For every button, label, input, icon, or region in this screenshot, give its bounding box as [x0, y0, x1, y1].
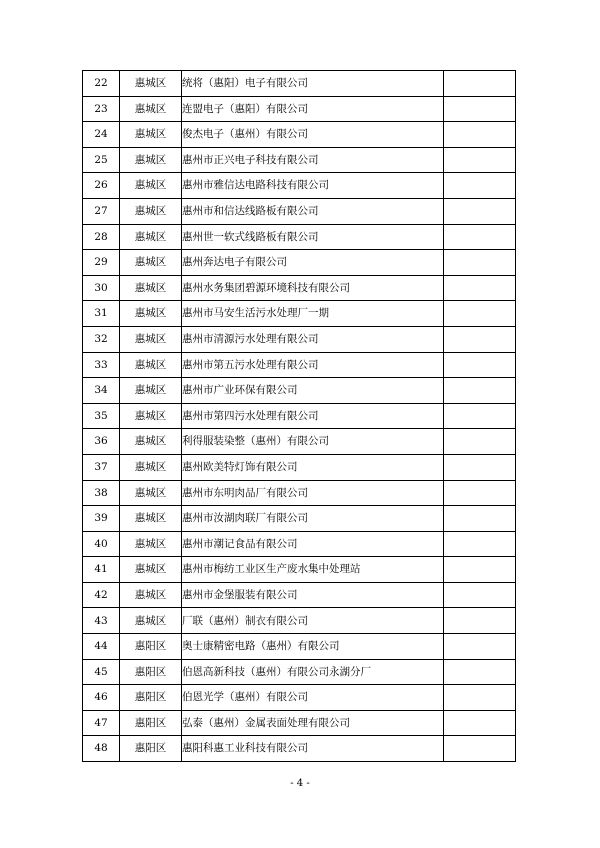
company-table-body	[83, 71, 516, 762]
extra-cell	[444, 634, 516, 660]
company-name-cell: 惠州市广业环保有限公司	[182, 378, 444, 404]
row-number: 25	[83, 147, 120, 173]
district-cell: 惠阳区	[120, 736, 182, 762]
row-number: 27	[83, 198, 120, 224]
row-number: 22	[83, 71, 120, 97]
company-name-cell: 惠州市和信达线路板有限公司	[182, 198, 444, 224]
row-number: 28	[83, 224, 120, 250]
extra-cell	[444, 429, 516, 455]
district-cell: 惠城区	[120, 173, 182, 199]
company-name-cell: 惠州市马安生活污水处理厂一期	[182, 301, 444, 327]
company-name-cell: 惠州世一软式线路板有限公司	[182, 224, 444, 250]
extra-cell	[444, 147, 516, 173]
company-name-cell: 惠阳科惠工业科技有限公司	[182, 736, 444, 762]
table-row	[83, 147, 516, 173]
company-name-cell: 厂联（惠州）制衣有限公司	[182, 608, 444, 634]
district-cell: 惠城区	[120, 96, 182, 122]
row-number: 24	[83, 122, 120, 148]
extra-cell	[444, 301, 516, 327]
table-row	[83, 480, 516, 506]
district-cell: 惠城区	[120, 275, 182, 301]
table-row	[83, 173, 516, 199]
table-row	[83, 224, 516, 250]
extra-cell	[444, 506, 516, 532]
row-number: 29	[83, 250, 120, 276]
table-row	[83, 198, 516, 224]
company-name-cell: 惠州水务集团碧源环境科技有限公司	[182, 275, 444, 301]
table-row	[83, 506, 516, 532]
row-number: 33	[83, 352, 120, 378]
district-cell: 惠城区	[120, 378, 182, 404]
company-name-cell: 奥士康精密电路（惠州）有限公司	[182, 634, 444, 660]
company-name-cell: 连盟电子（惠阳）有限公司	[182, 96, 444, 122]
company-name-cell: 惠州市潮记食品有限公司	[182, 531, 444, 557]
table-row	[83, 736, 516, 762]
district-cell: 惠城区	[120, 71, 182, 97]
company-name-cell: 惠州市第五污水处理有限公司	[182, 352, 444, 378]
extra-cell	[444, 403, 516, 429]
row-number: 39	[83, 506, 120, 532]
extra-cell	[444, 198, 516, 224]
table-row	[83, 250, 516, 276]
district-cell: 惠城区	[120, 480, 182, 506]
row-number: 26	[83, 173, 120, 199]
row-number: 43	[83, 608, 120, 634]
company-name-cell: 统将（惠阳）电子有限公司	[182, 71, 444, 97]
district-cell: 惠城区	[120, 224, 182, 250]
extra-cell	[444, 608, 516, 634]
row-number: 46	[83, 685, 120, 711]
district-cell: 惠城区	[120, 531, 182, 557]
district-cell: 惠城区	[120, 147, 182, 173]
row-number: 36	[83, 429, 120, 455]
table-row	[83, 275, 516, 301]
extra-cell	[444, 122, 516, 148]
company-name-cell: 惠州市第四污水处理有限公司	[182, 403, 444, 429]
row-number: 45	[83, 659, 120, 685]
table-row	[83, 326, 516, 352]
district-cell: 惠城区	[120, 326, 182, 352]
company-table	[82, 70, 516, 762]
company-name-cell: 弘泰（惠州）金属表面处理有限公司	[182, 710, 444, 736]
district-cell: 惠城区	[120, 301, 182, 327]
company-name-cell: 俊杰电子（惠州）有限公司	[182, 122, 444, 148]
district-cell: 惠城区	[120, 608, 182, 634]
district-cell: 惠城区	[120, 403, 182, 429]
extra-cell	[444, 480, 516, 506]
district-cell: 惠城区	[120, 454, 182, 480]
row-number: 47	[83, 710, 120, 736]
row-number: 34	[83, 378, 120, 404]
extra-cell	[444, 352, 516, 378]
district-cell: 惠城区	[120, 506, 182, 532]
row-number: 42	[83, 582, 120, 608]
company-name-cell: 惠州市雅信达电路科技有限公司	[182, 173, 444, 199]
table-row	[83, 634, 516, 660]
table-row	[83, 531, 516, 557]
extra-cell	[444, 275, 516, 301]
table-row	[83, 685, 516, 711]
table-row	[83, 71, 516, 97]
table-row	[83, 659, 516, 685]
extra-cell	[444, 736, 516, 762]
extra-cell	[444, 173, 516, 199]
district-cell: 惠城区	[120, 582, 182, 608]
row-number: 44	[83, 634, 120, 660]
district-cell: 惠城区	[120, 250, 182, 276]
extra-cell	[444, 685, 516, 711]
extra-cell	[444, 531, 516, 557]
extra-cell	[444, 326, 516, 352]
company-name-cell: 惠州市清源污水处理有限公司	[182, 326, 444, 352]
district-cell: 惠阳区	[120, 659, 182, 685]
company-name-cell: 惠州奔达电子有限公司	[182, 250, 444, 276]
row-number: 37	[83, 454, 120, 480]
table-row	[83, 608, 516, 634]
extra-cell	[444, 659, 516, 685]
table-row	[83, 122, 516, 148]
company-name-cell: 利得服装染整（惠州）有限公司	[182, 429, 444, 455]
district-cell: 惠城区	[120, 122, 182, 148]
table-row	[83, 429, 516, 455]
extra-cell	[444, 710, 516, 736]
extra-cell	[444, 96, 516, 122]
row-number: 38	[83, 480, 120, 506]
table-row	[83, 96, 516, 122]
company-name-cell: 伯恩高新科技（惠州）有限公司永湖分厂	[182, 659, 444, 685]
row-number: 48	[83, 736, 120, 762]
extra-cell	[444, 224, 516, 250]
table-row	[83, 403, 516, 429]
company-name-cell: 惠州市金堡服装有限公司	[182, 582, 444, 608]
row-number: 23	[83, 96, 120, 122]
page-number: - 4 -	[290, 778, 310, 789]
extra-cell	[444, 582, 516, 608]
table-row	[83, 301, 516, 327]
district-cell: 惠阳区	[120, 685, 182, 711]
district-cell: 惠阳区	[120, 634, 182, 660]
extra-cell	[444, 378, 516, 404]
table-row	[83, 710, 516, 736]
row-number: 41	[83, 557, 120, 583]
table-row	[83, 352, 516, 378]
company-name-cell: 惠州欧美特灯饰有限公司	[182, 454, 444, 480]
extra-cell	[444, 71, 516, 97]
row-number: 35	[83, 403, 120, 429]
table-row	[83, 378, 516, 404]
extra-cell	[444, 454, 516, 480]
table-row	[83, 454, 516, 480]
district-cell: 惠城区	[120, 557, 182, 583]
extra-cell	[444, 250, 516, 276]
district-cell: 惠城区	[120, 429, 182, 455]
company-name-cell: 惠州市正兴电子科技有限公司	[182, 147, 444, 173]
district-cell: 惠阳区	[120, 710, 182, 736]
company-name-cell: 伯恩光学（惠州）有限公司	[182, 685, 444, 711]
row-number: 32	[83, 326, 120, 352]
row-number: 31	[83, 301, 120, 327]
table-row	[83, 582, 516, 608]
company-name-cell: 惠州市梅纺工业区生产废水集中处理站	[182, 557, 444, 583]
district-cell: 惠城区	[120, 352, 182, 378]
row-number: 40	[83, 531, 120, 557]
company-name-cell: 惠州市东明肉品厂有限公司	[182, 480, 444, 506]
company-name-cell: 惠州市汝湖肉联厂有限公司	[182, 506, 444, 532]
row-number: 30	[83, 275, 120, 301]
district-cell: 惠城区	[120, 198, 182, 224]
table-row	[83, 557, 516, 583]
extra-cell	[444, 557, 516, 583]
